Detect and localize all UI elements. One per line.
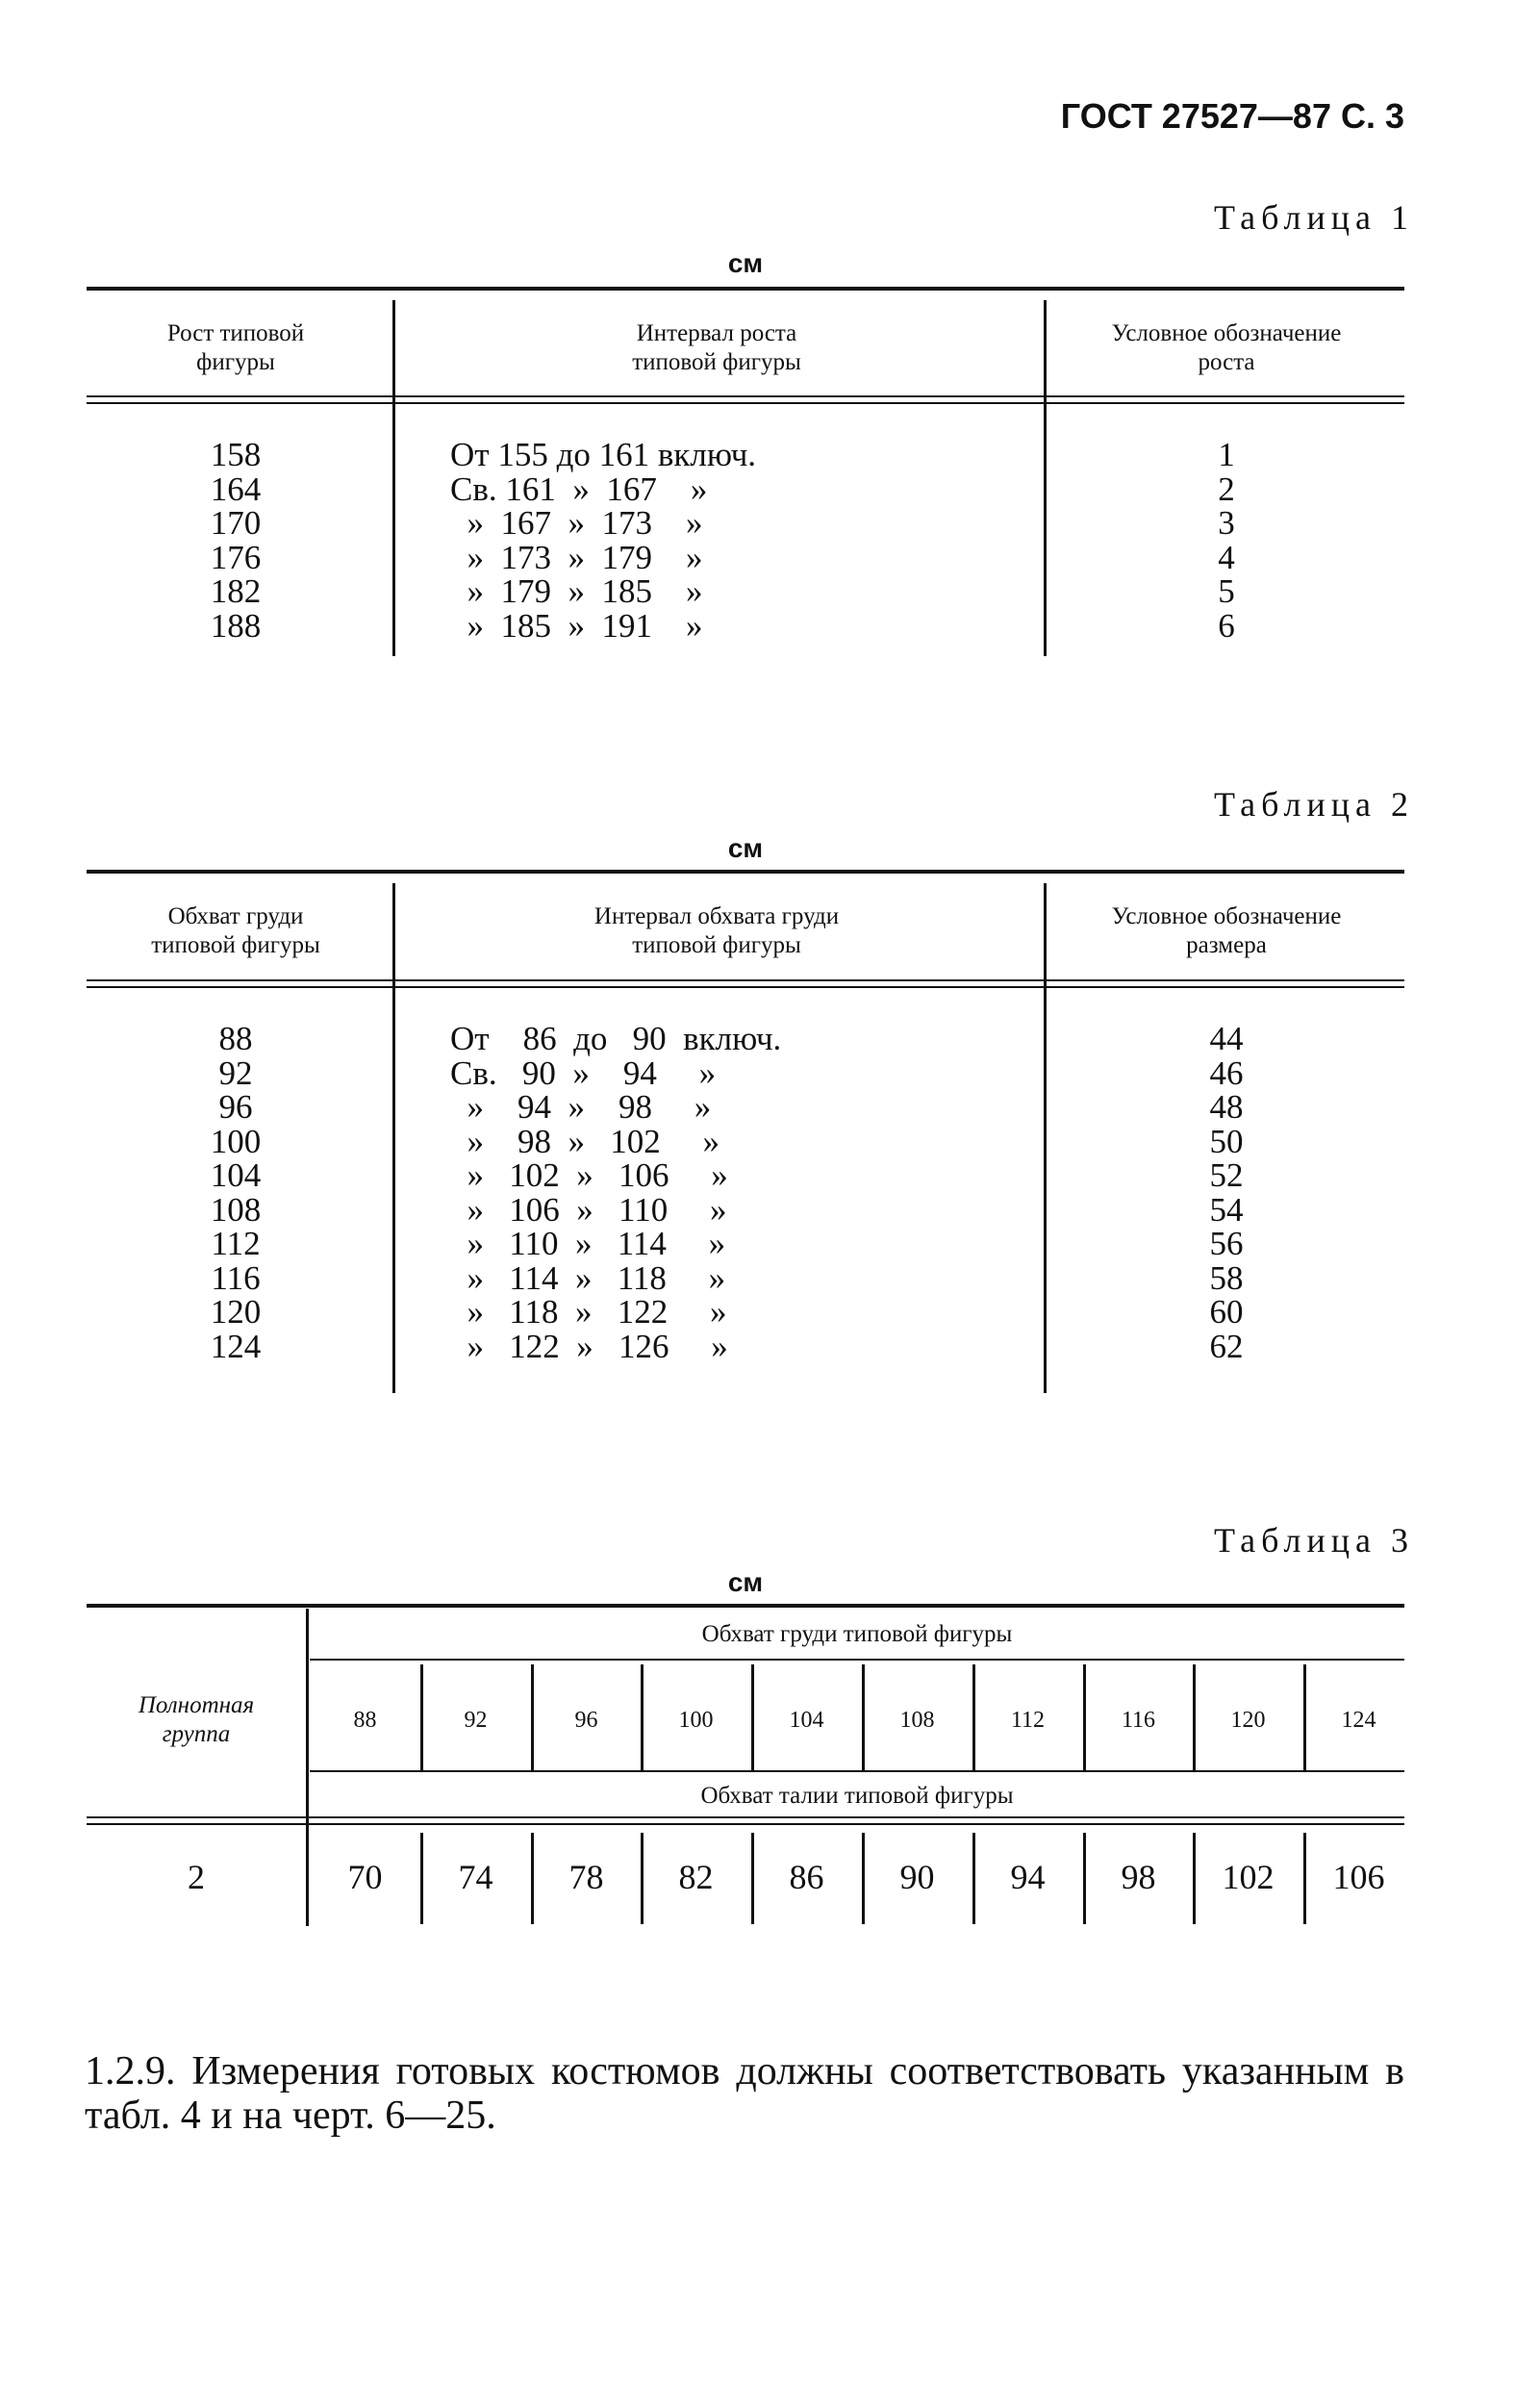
table-2-top-rule <box>87 870 1404 874</box>
table-3-divider-group <box>306 1609 309 1926</box>
table-3-header-rule-1 <box>87 1816 1404 1818</box>
table-3-waist-value: 70 <box>347 1858 383 1896</box>
table-3-waist-divider <box>420 1833 423 1924</box>
table-3-waist-divider <box>972 1833 975 1924</box>
table-3-header-rule-2 <box>87 1823 1404 1825</box>
table-1-header-rule-2 <box>87 402 1404 404</box>
table-2-header-chest: Обхват груди типовой фигуры <box>151 903 320 958</box>
page-header: ГОСТ 27527—87 С. 3 <box>1060 96 1404 136</box>
table-3-waist-divider <box>531 1833 534 1924</box>
table-3-waist-value: 78 <box>568 1858 604 1896</box>
paragraph-1-2-9: 1.2.9. Измерения готовых костюмов должны соответствовать указанным в табл. 4 и на черт. 6—25. <box>85 2049 1404 2138</box>
table-3-chest-header-rule <box>310 1659 1404 1661</box>
table-1-header-height: Рост типовой фигуры <box>166 320 305 375</box>
table-3-chest-value: 96 <box>574 1708 598 1733</box>
table-3-waist-value: 90 <box>899 1858 935 1896</box>
table-1-column-interval: От 155 до 161 включ. Св. 161 » 167 » » 167 » 173 » » 173 » 179 » » 179 » 185 » » 185 » 191 » <box>450 436 757 645</box>
table-1-divider-1 <box>392 300 395 656</box>
table-2-header-rule-1 <box>87 979 1404 981</box>
table-3-waist-value: 86 <box>789 1858 824 1896</box>
table-3-top-rule <box>87 1604 1404 1608</box>
table-3-waist-divider <box>641 1833 644 1924</box>
table-3-chest-value: 92 <box>464 1708 488 1733</box>
table-2-unit: см <box>727 833 764 863</box>
table-3-chest-divider <box>531 1664 534 1770</box>
table-2-divider-1 <box>392 883 395 1393</box>
table-3-chest-value: 112 <box>1010 1708 1046 1733</box>
table-3-chest-value: 104 <box>789 1708 824 1733</box>
table-1-top-rule <box>87 287 1404 291</box>
table-1-unit: см <box>727 248 764 278</box>
table-3-chest-divider <box>1303 1664 1306 1770</box>
table-1-header-code: Условное обозначение роста <box>1111 320 1342 375</box>
table-1-header-rule-1 <box>87 395 1404 397</box>
table-3-unit: см <box>727 1567 764 1597</box>
table-2-header-code: Условное обозначение размера <box>1111 903 1342 958</box>
table-3-waist-divider <box>751 1833 754 1924</box>
table-2-caption: Таблица 2 <box>1214 785 1414 824</box>
table-2-column-chest: 88 92 96 100 104 108 112 116 120 124 <box>210 1020 262 1365</box>
table-3-chest-divider <box>641 1664 644 1770</box>
table-3-waist-value: 102 <box>1222 1858 1275 1896</box>
table-3-chest-value: 120 <box>1230 1708 1266 1733</box>
table-3-chest-value: 108 <box>899 1708 935 1733</box>
table-3-header-group: Полнотная группа <box>138 1692 255 1747</box>
table-3-waist-divider <box>1303 1833 1306 1924</box>
table-3-chest-divider <box>751 1664 754 1770</box>
table-1-header-interval: Интервал роста типовой фигуры <box>632 320 801 375</box>
table-1-divider-2 <box>1044 300 1047 656</box>
table-2-header-interval: Интервал обхвата груди типовой фигуры <box>593 903 840 958</box>
table-3-group-value: 2 <box>188 1858 205 1896</box>
table-3-waist-value: 74 <box>458 1858 493 1896</box>
table-3-chest-divider <box>862 1664 865 1770</box>
table-3-waist-divider <box>1083 1833 1086 1924</box>
table-3-waist-header-rule <box>310 1770 1404 1772</box>
table-1-column-code: 1 2 3 4 5 6 <box>1218 436 1235 645</box>
table-2-column-code: 44 46 48 50 52 54 56 58 60 62 <box>1209 1020 1244 1365</box>
table-3-chest-divider <box>420 1664 423 1770</box>
table-3-header-waist: Обхват талии типовой фигуры <box>700 1783 1014 1809</box>
table-3-chest-divider <box>1083 1664 1086 1770</box>
table-3-waist-divider <box>1193 1833 1196 1924</box>
table-1-column-height: 158 164 170 176 182 188 <box>210 436 262 645</box>
table-1-caption: Таблица 1 <box>1214 198 1414 237</box>
table-3-chest-value: 124 <box>1341 1708 1376 1733</box>
table-2-header-rule-2 <box>87 986 1404 988</box>
table-3-chest-value: 100 <box>678 1708 714 1733</box>
table-3-chest-value: 88 <box>353 1708 377 1733</box>
table-3-header-chest: Обхват груди типовой фигуры <box>701 1621 1013 1647</box>
table-2-divider-2 <box>1044 883 1047 1393</box>
table-3-waist-value: 82 <box>678 1858 714 1896</box>
table-2-column-interval: От 86 до 90 включ. Св. 90 » 94 » » 94 » 98 » » 98 » 102 » » 102 » 106 » » 106 » 110 » » 110 » 114 » » 114 » 118 » » 118 » 122 » » 122 » 126 » <box>450 1020 782 1365</box>
table-3-chest-divider <box>1193 1664 1196 1770</box>
table-3-waist-divider <box>862 1833 865 1924</box>
table-3-waist-value: 106 <box>1332 1858 1385 1896</box>
table-3-waist-value: 98 <box>1121 1858 1156 1896</box>
table-3-waist-value: 94 <box>1010 1858 1046 1896</box>
table-3-caption: Таблица 3 <box>1214 1521 1414 1560</box>
table-3-chest-value: 116 <box>1121 1708 1156 1733</box>
table-3-chest-divider <box>972 1664 975 1770</box>
